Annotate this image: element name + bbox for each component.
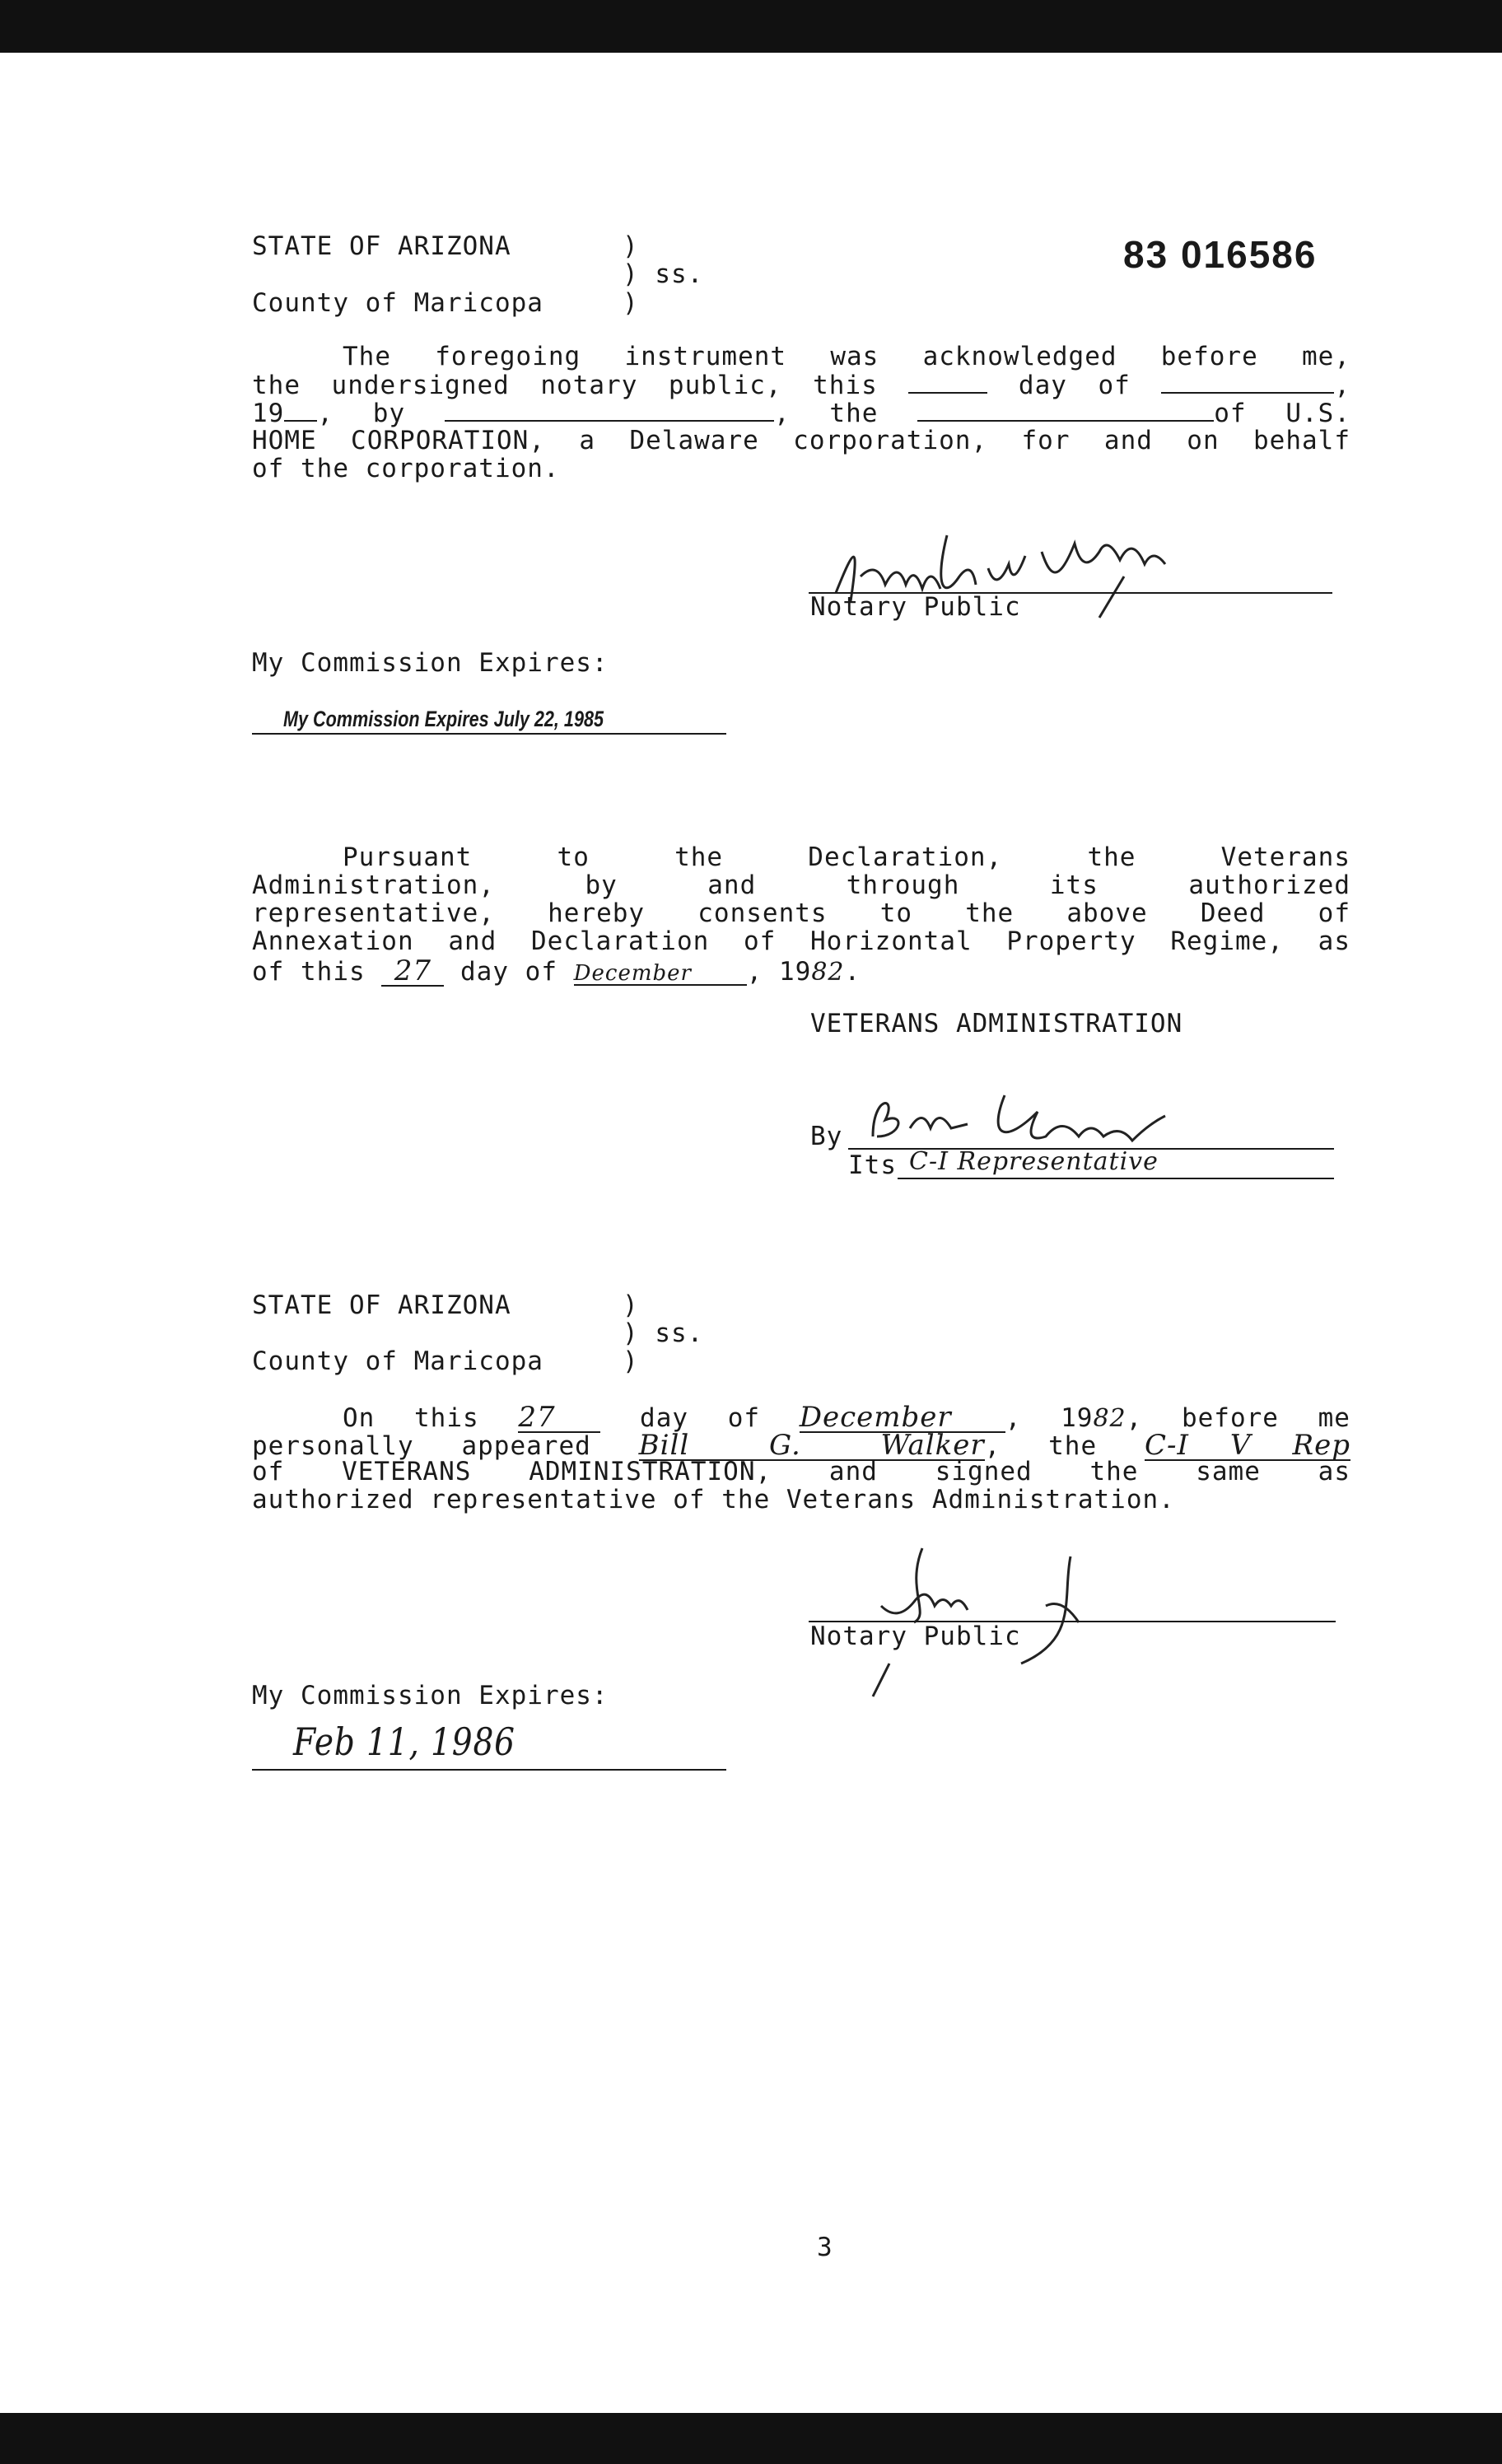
ack-line: authorized representative of the Veterans Administration. (252, 1485, 1175, 1514)
handwritten-year: 82 (811, 958, 845, 987)
county-label: County of Maricopa (252, 1346, 543, 1376)
consent-line: Annexation and Declaration of Horizontal Property Regime, as (252, 926, 1350, 956)
state-label: STATE OF ARIZONA (252, 1290, 511, 1320)
ss-label: ) ss. (623, 259, 704, 289)
its-value: C-I Representative (909, 1147, 1159, 1176)
handwritten-month: December (574, 963, 747, 986)
handwritten-day: 27 (518, 1403, 600, 1433)
ack-line: of VETERANS ADMINISTRATION, and signed the same as (252, 1457, 1350, 1486)
notary-signature (856, 1540, 1136, 1696)
paragraph-line: 19 , by , the of U.S. (252, 399, 1351, 428)
scan-edge-bottom (0, 2413, 1502, 2464)
paragraph-line: of the corporation. (252, 454, 560, 483)
document-number: 83 016586 (1123, 233, 1318, 276)
commission-stamp: My Commission Expires July 22, 1985 (283, 707, 604, 731)
consent-line: Pursuant to the Declaration, the Veterans (343, 842, 1350, 872)
by-label: By (810, 1122, 843, 1151)
bracket: ) (623, 1290, 639, 1320)
handwritten-day: 27 (381, 957, 444, 987)
county-label: County of Maricopa (252, 288, 543, 318)
commission-label: My Commission Expires: (252, 648, 609, 678)
bracket: ) (623, 288, 639, 318)
page-number: 3 (817, 2233, 833, 2262)
ack-line: personally appeared Bill G. Walker, the C-I V Rep (252, 1429, 1350, 1462)
its-label: Its (848, 1150, 897, 1180)
paragraph-line: HOME CORPORATION, a Delaware corporation, for and on behalf (252, 426, 1350, 455)
bracket: ) (623, 231, 639, 261)
consent-line: of this 27 day of December , 1982. (252, 954, 861, 987)
ack-line: On this 27 day of December , 1982, before me (343, 1401, 1350, 1434)
notary-title: Notary Public (810, 592, 1021, 622)
commission-line (252, 733, 726, 735)
its-line (898, 1178, 1334, 1179)
bracket: ) (623, 1346, 639, 1376)
handwritten-year: 82 (1093, 1404, 1126, 1433)
consent-line: representative, hereby consents to the above Deed of (252, 898, 1350, 928)
organization-name: VETERANS ADMINISTRATION (810, 1009, 1183, 1038)
commission-label: My Commission Expires: (252, 1681, 609, 1710)
commission-date: Feb 11, 1986 (293, 1720, 515, 1764)
scan-edge-top (0, 0, 1502, 53)
ss-label: ) ss. (623, 1318, 704, 1348)
paragraph-line: the undersigned notary public, this day of , (252, 371, 1351, 400)
handwritten-month: December (800, 1403, 1005, 1433)
notary-title: Notary Public (810, 1622, 1021, 1651)
state-label: STATE OF ARIZONA (252, 231, 511, 261)
consent-line: Administration, by and through its authorized (252, 870, 1350, 900)
paragraph-line: The foregoing instrument was acknowledged before me, (343, 342, 1350, 371)
handwritten-title: C-I V Rep (1144, 1429, 1350, 1462)
handwritten-name: Bill G. Walker (638, 1429, 985, 1462)
commission-line (252, 1769, 726, 1771)
